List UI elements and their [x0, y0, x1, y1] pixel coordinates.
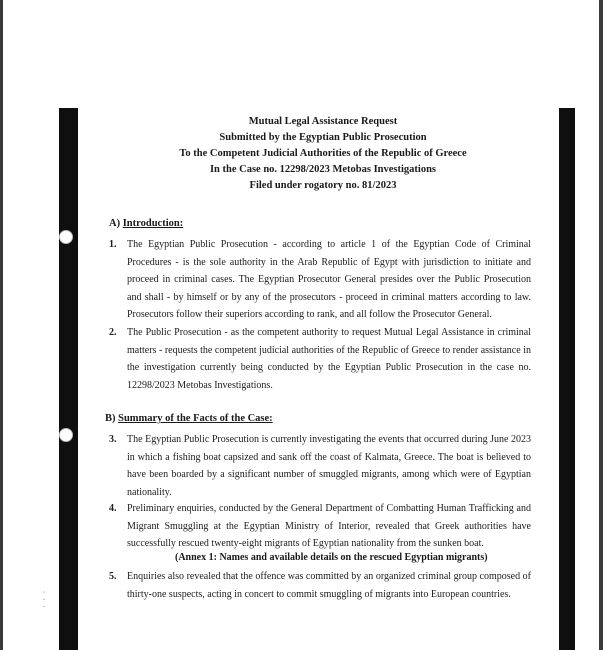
section-title: Summary of the Facts of the Case:: [118, 413, 273, 424]
header-case: In the Case no. 12298/2023 Metobas Investigations: [209, 164, 437, 175]
scan-border-right: [559, 108, 575, 650]
paragraph-text: Preliminary enquiries, conducted by the General Department of Combatting Human Trafficking and Migrant Smuggling at the Egyptian Ministry of Interior, revealed that Greek authorities have successfully rescued twenty-eight migrants of Egyptian nationality from the sunken boat.: [127, 503, 531, 549]
scan-border-left: [59, 108, 78, 650]
paragraph-item: [109, 236, 531, 324]
document-header: [103, 114, 543, 194]
punch-hole: [59, 230, 73, 244]
header-submitter: Submitted by the Egyptian Public Prosecution: [219, 132, 427, 143]
paragraph-number: 2.: [109, 327, 117, 338]
paragraph-text: The Egyptian Public Prosecution - according to article 1 of the Egyptian Code of Criminal Procedures - is the sole authority in the Arab Republic of Egypt with jurisdiction to initiate and proceed in criminal cases. The Egyptian Prosecutor General presides over the Public Prosecution and shall - by himself or by any of the prosecutors - proceed in criminal matters according to law. Prosecutors follow their superiors according to rank, and all follow the Prosecutor General.: [127, 239, 531, 320]
paragraph-item: [109, 324, 531, 394]
annex-note: (Annex 1: Names and available details on the rescued Egyptian migrants): [175, 552, 488, 563]
paragraph-text: The Egyptian Public Prosecution is currently investigating the events that occurred during June 2023 in which a fishing boat capsized and sank off the coast of Kalmata, Greece. The boat is believed to have been boarded by a significant number of smuggled migrants, among which were of Egyptian nationality.: [127, 434, 531, 498]
document-page: [3, 0, 599, 650]
margin-mark: · · ·: [39, 589, 49, 608]
paragraph-number: 3.: [109, 434, 117, 445]
paragraph-item: [109, 431, 531, 501]
header-recipient: To the Competent Judicial Authorities of the Republic of Greece: [179, 148, 467, 159]
section-a-heading: [109, 218, 183, 229]
header-rogatory: Filed under rogatory no. 81/2023: [249, 180, 397, 191]
paragraph-text: Enquiries also revealed that the offence was committed by an organized criminal group composed of thirty-one suspects, acting in concert to commit smuggling of migrants into European countries.: [127, 571, 531, 600]
section-marker: A): [109, 218, 121, 229]
punch-hole: [59, 428, 73, 442]
section-marker: B): [105, 413, 116, 424]
paragraph-text: The Public Prosecution - as the competent authority to request Mutual Legal Assistance in criminal matters - requests the competent judicial authorities of the Republic of Greece to render assistance in the investigation currently being conducted by the Egyptian Public Prosecution in the case no. 12298/2023 Metobas Investigations.: [127, 327, 531, 391]
paragraph-item: [109, 500, 531, 553]
section-b-heading: [105, 413, 273, 424]
header-title: Mutual Legal Assistance Request: [248, 116, 398, 127]
paragraph-number: 1.: [109, 239, 117, 250]
paragraph-number: 5.: [109, 571, 117, 582]
paragraph-item: [109, 568, 531, 603]
section-title: Introduction:: [122, 218, 184, 229]
paragraph-number: 4.: [109, 503, 117, 514]
